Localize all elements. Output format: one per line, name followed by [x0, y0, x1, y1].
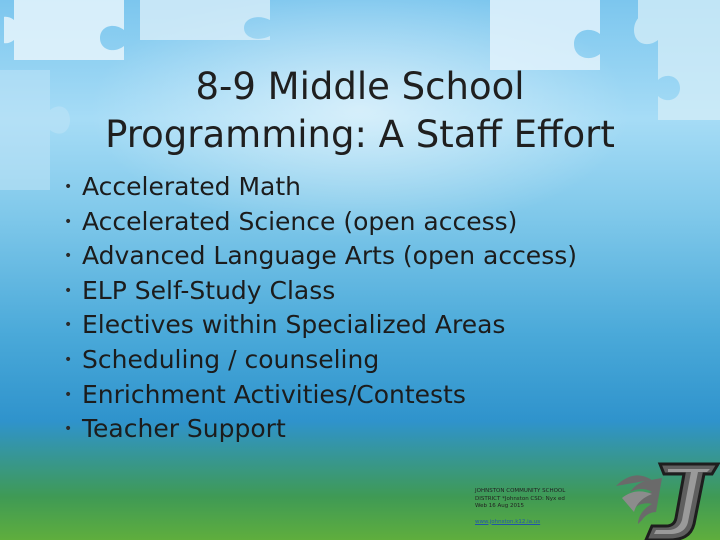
bullet-item [64, 239, 704, 274]
bullet-item [64, 412, 704, 447]
bullet-text: Teacher Support [82, 414, 286, 444]
bullet-dot: • [64, 282, 73, 299]
bullet-item [64, 205, 704, 240]
bullet-text: Enrichment Activities/Contests [82, 379, 466, 409]
bullet-item [64, 343, 704, 378]
footer-link[interactable]: www.johnston.k12.ia.us [475, 518, 541, 525]
footer-citation [475, 488, 615, 526]
bullet-dot: • [64, 317, 73, 334]
bullet-text: Scheduling / counseling [82, 344, 380, 374]
bullet-dot: • [64, 179, 73, 195]
bullet-dot: • [64, 351, 73, 368]
slide-title-line-1: 8-9 Middle School [195, 64, 525, 108]
bullet-text: Advanced Language Arts (open access) [82, 241, 577, 271]
bullet-item [64, 170, 704, 205]
bullet-item [64, 308, 704, 343]
bullet-dot: • [64, 248, 73, 265]
johnston-j-logo-icon [612, 458, 720, 540]
footer-line: JOHNSTON COMMUNITY SCHOOL [475, 488, 566, 494]
bullet-item [64, 378, 704, 413]
bullet-dot: • [64, 386, 73, 403]
bullet-text: Accelerated Math [82, 172, 301, 201]
puzzle-piece-icon [470, 0, 620, 70]
bullet-item [64, 274, 704, 309]
puzzle-piece-icon [140, 0, 270, 40]
bullet-text: Accelerated Science (open access) [82, 206, 518, 236]
slide-title-line-2: Programming: A Staff Effort [105, 112, 615, 156]
bullet-text: ELP Self-Study Class [82, 275, 336, 305]
puzzle-piece-icon [4, 0, 134, 60]
slide-title [60, 63, 660, 159]
bullet-dot: • [64, 421, 73, 438]
bullet-dot: • [64, 213, 73, 230]
bullet-list [64, 170, 704, 447]
footer-line: Web 16 Aug 2015 [475, 503, 524, 509]
bullet-text: Electives within Specialized Areas [82, 310, 506, 340]
footer-line: DISTRICT *Johnston CSD: Nyx ed [475, 495, 565, 502]
